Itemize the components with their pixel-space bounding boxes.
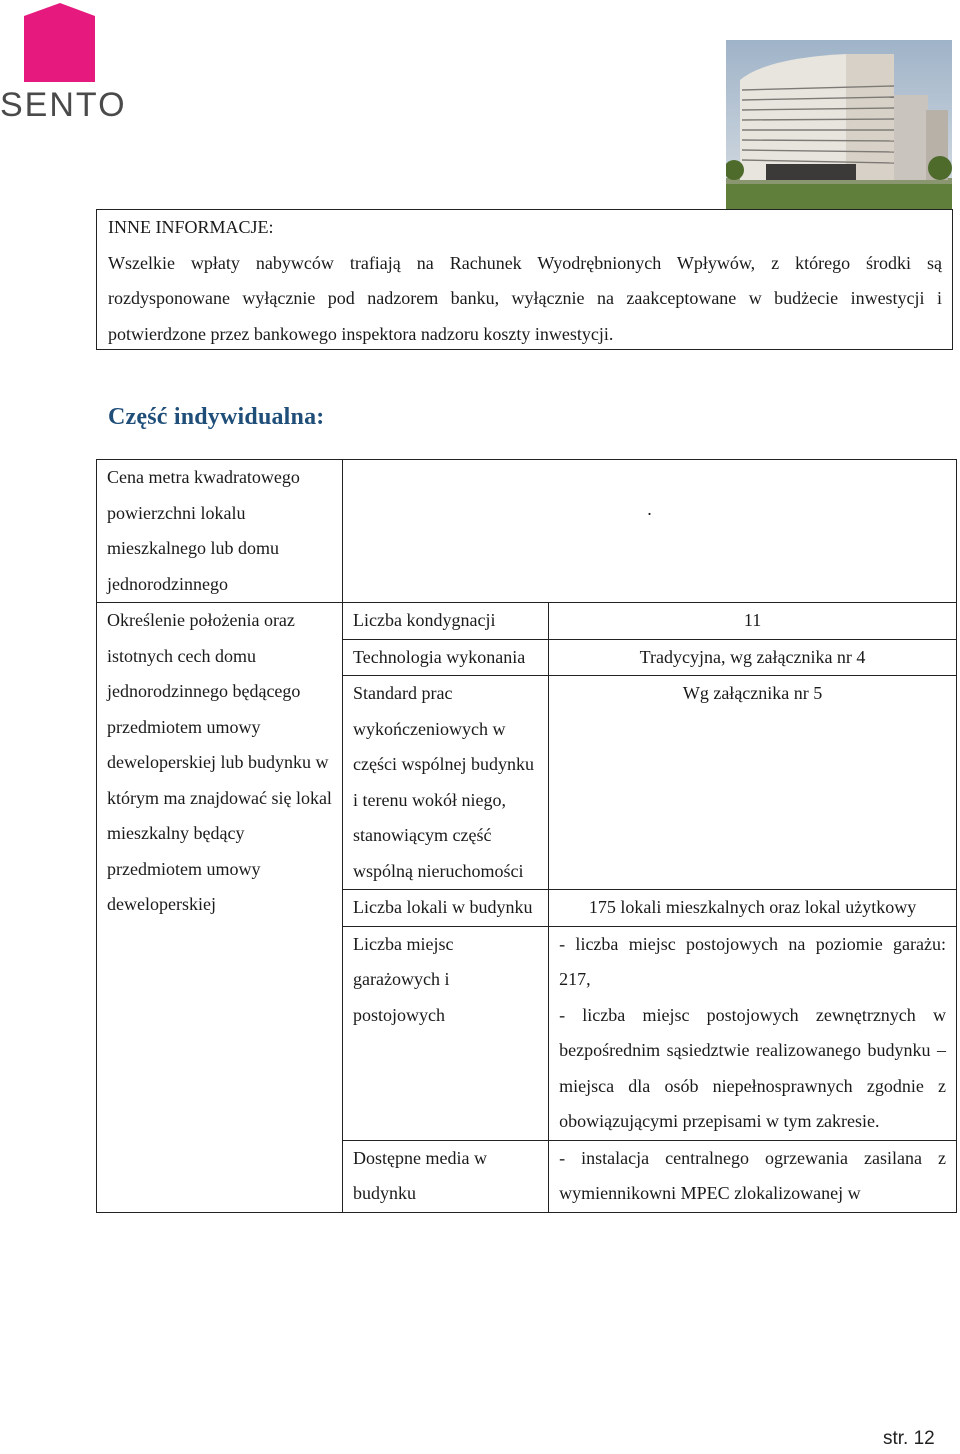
parking-garage-text: - liczba miejsc postojowych na poziomie garażu: 217, <box>559 933 946 989</box>
price-label: Cena metra kwadratowego powierzchni lokalu mieszkalnego lub domu jednorodzinnego <box>97 460 343 603</box>
row-label-parking: Liczba miejsc garażowych i postojowych <box>343 926 549 1140</box>
row-label-technology: Technologia wykonania <box>343 639 549 676</box>
price-value: . <box>343 460 957 603</box>
house-logo-icon <box>0 0 100 86</box>
building-photo <box>726 40 952 210</box>
sento-logo <box>0 0 130 130</box>
info-heading: INNE INFORMACJE: <box>108 217 274 237</box>
row-label-floors: Liczba kondygnacji <box>343 603 549 640</box>
page-number: str. 12 <box>883 1428 935 1449</box>
row-value-units: 175 lokali mieszkalnych oraz lokal użytkowy <box>549 890 957 927</box>
info-body: Wszelkie wpłaty nabywców trafiają na Rachunek Wyodrębnionych Wpływów, z którego środki są rozdysponowane wyłącznie pod nadzorem banku, wyłącznie na zaakceptowane w budżecie inwestycji i potwierdzone przez bankowego inspektora nadzoru koszty inwestycji. <box>108 252 942 344</box>
property-details-table <box>96 459 957 1213</box>
other-information-box <box>96 209 953 350</box>
row-label-finishing: Standard prac wykończeniowych w części wspólnej budynku i terenu wokół niego, stanowiącym część wspólną nieruchomości <box>343 676 549 890</box>
row-value-technology: Tradycyjna, wg załącznika nr 4 <box>549 639 957 676</box>
logo-text: SENTO <box>0 86 127 124</box>
row-label-units: Liczba lokali w budynku <box>343 890 549 927</box>
row-value-finishing: Wg załącznika nr 5 <box>549 676 957 890</box>
table-row <box>97 603 957 640</box>
row-value-parking <box>549 926 957 1140</box>
row-label-utilities: Dostępne media w budynku <box>343 1140 549 1212</box>
parking-outdoor-text: - liczba miejsc postojowych zewnętrznych w bezpośrednim sąsiedztwie realizowanego budynku – miejsca dla osób niepełnosprawnych zgodnie z obowiązującymi przepisami w tym zakresie. <box>559 1004 946 1131</box>
row-value-utilities: - instalacja centralnego ogrzewania zasilana z wymiennikowni MPEC zlokalizowanej w <box>549 1140 957 1212</box>
section-title: Część indywidualna: <box>108 404 325 430</box>
location-label: Określenie położenia oraz istotnych cech domu jednorodzinnego będącego przedmiotem umowy deweloperskiej lub budynku w którym ma znajdować się lokal mieszkalny będący przedmiotem umowy deweloperskiej <box>97 603 343 1213</box>
table-row <box>97 460 957 603</box>
row-value-floors: 11 <box>549 603 957 640</box>
